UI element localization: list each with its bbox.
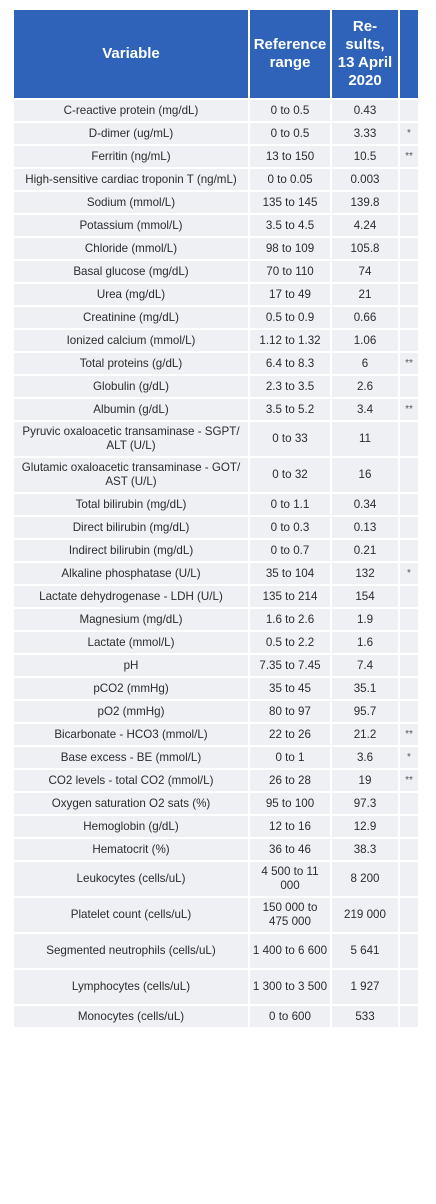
table-row	[14, 586, 418, 607]
variable-cell: Lymphocytes (cells/uL)	[14, 970, 248, 1004]
variable-cell: Potassium (mmol/L)	[14, 215, 248, 236]
table-row	[14, 517, 418, 538]
table-row	[14, 494, 418, 515]
variable-cell: Lactate (mmol/L)	[14, 632, 248, 653]
table-row	[14, 353, 418, 374]
result-cell: 12.9	[332, 816, 398, 837]
flag-cell	[400, 100, 418, 121]
table-row	[14, 146, 418, 167]
flag-cell	[400, 839, 418, 860]
table-row	[14, 609, 418, 630]
table-row	[14, 970, 418, 1004]
variable-cell: Globulin (g/dL)	[14, 376, 248, 397]
flag-cell	[400, 284, 418, 305]
variable-cell: pO2 (mmHg)	[14, 701, 248, 722]
reference-range-cell: 3.5 to 5.2	[250, 399, 330, 420]
variable-cell: Albumin (g/dL)	[14, 399, 248, 420]
flag-cell	[400, 261, 418, 282]
variable-cell: Segmented neutrophils (cells/uL)	[14, 934, 248, 968]
result-cell: 1.06	[332, 330, 398, 351]
reference-range-cell: 0 to 0.7	[250, 540, 330, 561]
reference-range-cell: 0 to 600	[250, 1006, 330, 1027]
table-row	[14, 793, 418, 814]
table-row	[14, 215, 418, 236]
result-cell: 139.8	[332, 192, 398, 213]
variable-cell: pCO2 (mmHg)	[14, 678, 248, 699]
flag-cell: *	[400, 123, 418, 144]
reference-range-cell: 35 to 45	[250, 678, 330, 699]
reference-range-cell: 0 to 33	[250, 422, 330, 456]
reference-range-cell: 1 400 to 6 600	[250, 934, 330, 968]
flag-cell	[400, 540, 418, 561]
header-results: Re- sults, 13 April 2020	[332, 10, 398, 98]
flag-cell: *	[400, 563, 418, 584]
result-cell: 0.43	[332, 100, 398, 121]
variable-cell: Platelet count (cells/uL)	[14, 898, 248, 932]
result-cell: 105.8	[332, 238, 398, 259]
reference-range-cell: 35 to 104	[250, 563, 330, 584]
variable-cell: Magnesium (mg/dL)	[14, 609, 248, 630]
reference-range-cell: 135 to 145	[250, 192, 330, 213]
variable-cell: Oxygen saturation O2 sats (%)	[14, 793, 248, 814]
result-cell: 19	[332, 770, 398, 791]
reference-range-cell: 80 to 97	[250, 701, 330, 722]
table-header	[14, 10, 418, 98]
header-variable: Variable	[14, 10, 248, 98]
reference-range-cell: 150 000 to 475 000	[250, 898, 330, 932]
table-row	[14, 261, 418, 282]
flag-cell: *	[400, 747, 418, 768]
result-cell: 132	[332, 563, 398, 584]
table-row	[14, 839, 418, 860]
table-row	[14, 100, 418, 121]
table-row	[14, 770, 418, 791]
result-cell: 21	[332, 284, 398, 305]
result-cell: 1.6	[332, 632, 398, 653]
table-row	[14, 238, 418, 259]
result-cell: 3.4	[332, 399, 398, 420]
table-row	[14, 330, 418, 351]
reference-range-cell: 3.5 to 4.5	[250, 215, 330, 236]
flag-cell: **	[400, 353, 418, 374]
flag-cell	[400, 793, 418, 814]
table-row	[14, 862, 418, 896]
header-flag	[400, 10, 418, 98]
table-row	[14, 701, 418, 722]
variable-cell: Ferritin (ng/mL)	[14, 146, 248, 167]
table-row	[14, 192, 418, 213]
flag-cell	[400, 898, 418, 932]
result-cell: 0.003	[332, 169, 398, 190]
flag-cell	[400, 494, 418, 515]
flag-cell	[400, 330, 418, 351]
reference-range-cell: 13 to 150	[250, 146, 330, 167]
table-row	[14, 678, 418, 699]
flag-cell	[400, 422, 418, 456]
result-cell: 11	[332, 422, 398, 456]
result-cell: 533	[332, 1006, 398, 1027]
reference-range-cell: 1.6 to 2.6	[250, 609, 330, 630]
flag-cell	[400, 169, 418, 190]
flag-cell	[400, 862, 418, 896]
result-cell: 1 927	[332, 970, 398, 1004]
variable-cell: pH	[14, 655, 248, 676]
table-body	[14, 100, 418, 1027]
reference-range-cell: 12 to 16	[250, 816, 330, 837]
flag-cell	[400, 632, 418, 653]
table-row	[14, 284, 418, 305]
flag-cell	[400, 458, 418, 492]
flag-cell	[400, 701, 418, 722]
result-cell: 154	[332, 586, 398, 607]
table-row	[14, 307, 418, 328]
variable-cell: Total bilirubin (mg/dL)	[14, 494, 248, 515]
reference-range-cell: 0 to 0.5	[250, 100, 330, 121]
table-row	[14, 747, 418, 768]
reference-range-cell: 17 to 49	[250, 284, 330, 305]
result-cell: 6	[332, 353, 398, 374]
flag-cell	[400, 816, 418, 837]
result-cell: 21.2	[332, 724, 398, 745]
reference-range-cell: 7.35 to 7.45	[250, 655, 330, 676]
header-reference-range: Reference range	[250, 10, 330, 98]
result-cell: 0.34	[332, 494, 398, 515]
flag-cell	[400, 517, 418, 538]
flag-cell	[400, 1006, 418, 1027]
reference-range-cell: 6.4 to 8.3	[250, 353, 330, 374]
result-cell: 10.5	[332, 146, 398, 167]
flag-cell	[400, 238, 418, 259]
flag-cell	[400, 609, 418, 630]
flag-cell	[400, 970, 418, 1004]
result-cell: 7.4	[332, 655, 398, 676]
result-cell: 2.6	[332, 376, 398, 397]
lab-results-table-container	[12, 8, 420, 1029]
table-row	[14, 458, 418, 492]
reference-range-cell: 0 to 0.3	[250, 517, 330, 538]
reference-range-cell: 2.3 to 3.5	[250, 376, 330, 397]
reference-range-cell: 95 to 100	[250, 793, 330, 814]
result-cell: 95.7	[332, 701, 398, 722]
result-cell: 97.3	[332, 793, 398, 814]
variable-cell: CO2 levels - total CO2 (mmol/L)	[14, 770, 248, 791]
flag-cell	[400, 376, 418, 397]
reference-range-cell: 1 300 to 3 500	[250, 970, 330, 1004]
variable-cell: Alkaline phosphatase (U/L)	[14, 563, 248, 584]
variable-cell: Hematocrit (%)	[14, 839, 248, 860]
variable-cell: Basal glucose (mg/dL)	[14, 261, 248, 282]
table-row	[14, 632, 418, 653]
reference-range-cell: 70 to 110	[250, 261, 330, 282]
result-cell: 35.1	[332, 678, 398, 699]
table-row	[14, 655, 418, 676]
result-cell: 38.3	[332, 839, 398, 860]
table-row	[14, 563, 418, 584]
variable-cell: Monocytes (cells/uL)	[14, 1006, 248, 1027]
flag-cell	[400, 678, 418, 699]
result-cell: 8 200	[332, 862, 398, 896]
result-cell: 5 641	[332, 934, 398, 968]
result-cell: 74	[332, 261, 398, 282]
flag-cell: **	[400, 770, 418, 791]
reference-range-cell: 0 to 0.5	[250, 123, 330, 144]
table-row	[14, 422, 418, 456]
flag-cell	[400, 192, 418, 213]
result-cell: 219 000	[332, 898, 398, 932]
variable-cell: Total proteins (g/dL)	[14, 353, 248, 374]
variable-cell: Sodium (mmol/L)	[14, 192, 248, 213]
reference-range-cell: 36 to 46	[250, 839, 330, 860]
table-row	[14, 898, 418, 932]
variable-cell: C-reactive protein (mg/dL)	[14, 100, 248, 121]
reference-range-cell: 0.5 to 0.9	[250, 307, 330, 328]
variable-cell: Creatinine (mg/dL)	[14, 307, 248, 328]
variable-cell: Urea (mg/dL)	[14, 284, 248, 305]
reference-range-cell: 0 to 32	[250, 458, 330, 492]
reference-range-cell: 22 to 26	[250, 724, 330, 745]
table-row	[14, 376, 418, 397]
variable-cell: D-dimer (ug/mL)	[14, 123, 248, 144]
flag-cell: **	[400, 146, 418, 167]
table-row	[14, 169, 418, 190]
flag-cell: **	[400, 724, 418, 745]
result-cell: 3.6	[332, 747, 398, 768]
table-row	[14, 399, 418, 420]
flag-cell	[400, 307, 418, 328]
result-cell: 1.9	[332, 609, 398, 630]
result-cell: 4.24	[332, 215, 398, 236]
reference-range-cell: 0 to 1	[250, 747, 330, 768]
variable-cell: Pyruvic oxaloacetic transaminase - SGPT/ ALT (U/L)	[14, 422, 248, 456]
table-row	[14, 724, 418, 745]
table-row	[14, 1006, 418, 1027]
reference-range-cell: 26 to 28	[250, 770, 330, 791]
result-cell: 0.13	[332, 517, 398, 538]
flag-cell	[400, 215, 418, 236]
variable-cell: Direct bilirubin (mg/dL)	[14, 517, 248, 538]
flag-cell: **	[400, 399, 418, 420]
variable-cell: Ionized calcium (mmol/L)	[14, 330, 248, 351]
reference-range-cell: 135 to 214	[250, 586, 330, 607]
variable-cell: Bicarbonate - HCO3 (mmol/L)	[14, 724, 248, 745]
table-row	[14, 123, 418, 144]
table-row	[14, 934, 418, 968]
flag-cell	[400, 655, 418, 676]
reference-range-cell: 98 to 109	[250, 238, 330, 259]
lab-results-table	[12, 8, 420, 1029]
result-cell: 16	[332, 458, 398, 492]
variable-cell: Leukocytes (cells/uL)	[14, 862, 248, 896]
flag-cell	[400, 934, 418, 968]
reference-range-cell: 0 to 1.1	[250, 494, 330, 515]
variable-cell: Indirect bilirubin (mg/dL)	[14, 540, 248, 561]
result-cell: 0.21	[332, 540, 398, 561]
variable-cell: Hemoglobin (g/dL)	[14, 816, 248, 837]
reference-range-cell: 0 to 0.05	[250, 169, 330, 190]
reference-range-cell: 1.12 to 1.32	[250, 330, 330, 351]
reference-range-cell: 4 500 to 11 000	[250, 862, 330, 896]
table-row	[14, 540, 418, 561]
variable-cell: Lactate dehydrogenase - LDH (U/L)	[14, 586, 248, 607]
flag-cell	[400, 586, 418, 607]
variable-cell: Base excess - BE (mmol/L)	[14, 747, 248, 768]
variable-cell: High-sensitive cardiac troponin T (ng/mL)	[14, 169, 248, 190]
reference-range-cell: 0.5 to 2.2	[250, 632, 330, 653]
variable-cell: Glutamic oxaloacetic transaminase - GOT/ AST (U/L)	[14, 458, 248, 492]
variable-cell: Chloride (mmol/L)	[14, 238, 248, 259]
result-cell: 0.66	[332, 307, 398, 328]
table-row	[14, 816, 418, 837]
result-cell: 3.33	[332, 123, 398, 144]
